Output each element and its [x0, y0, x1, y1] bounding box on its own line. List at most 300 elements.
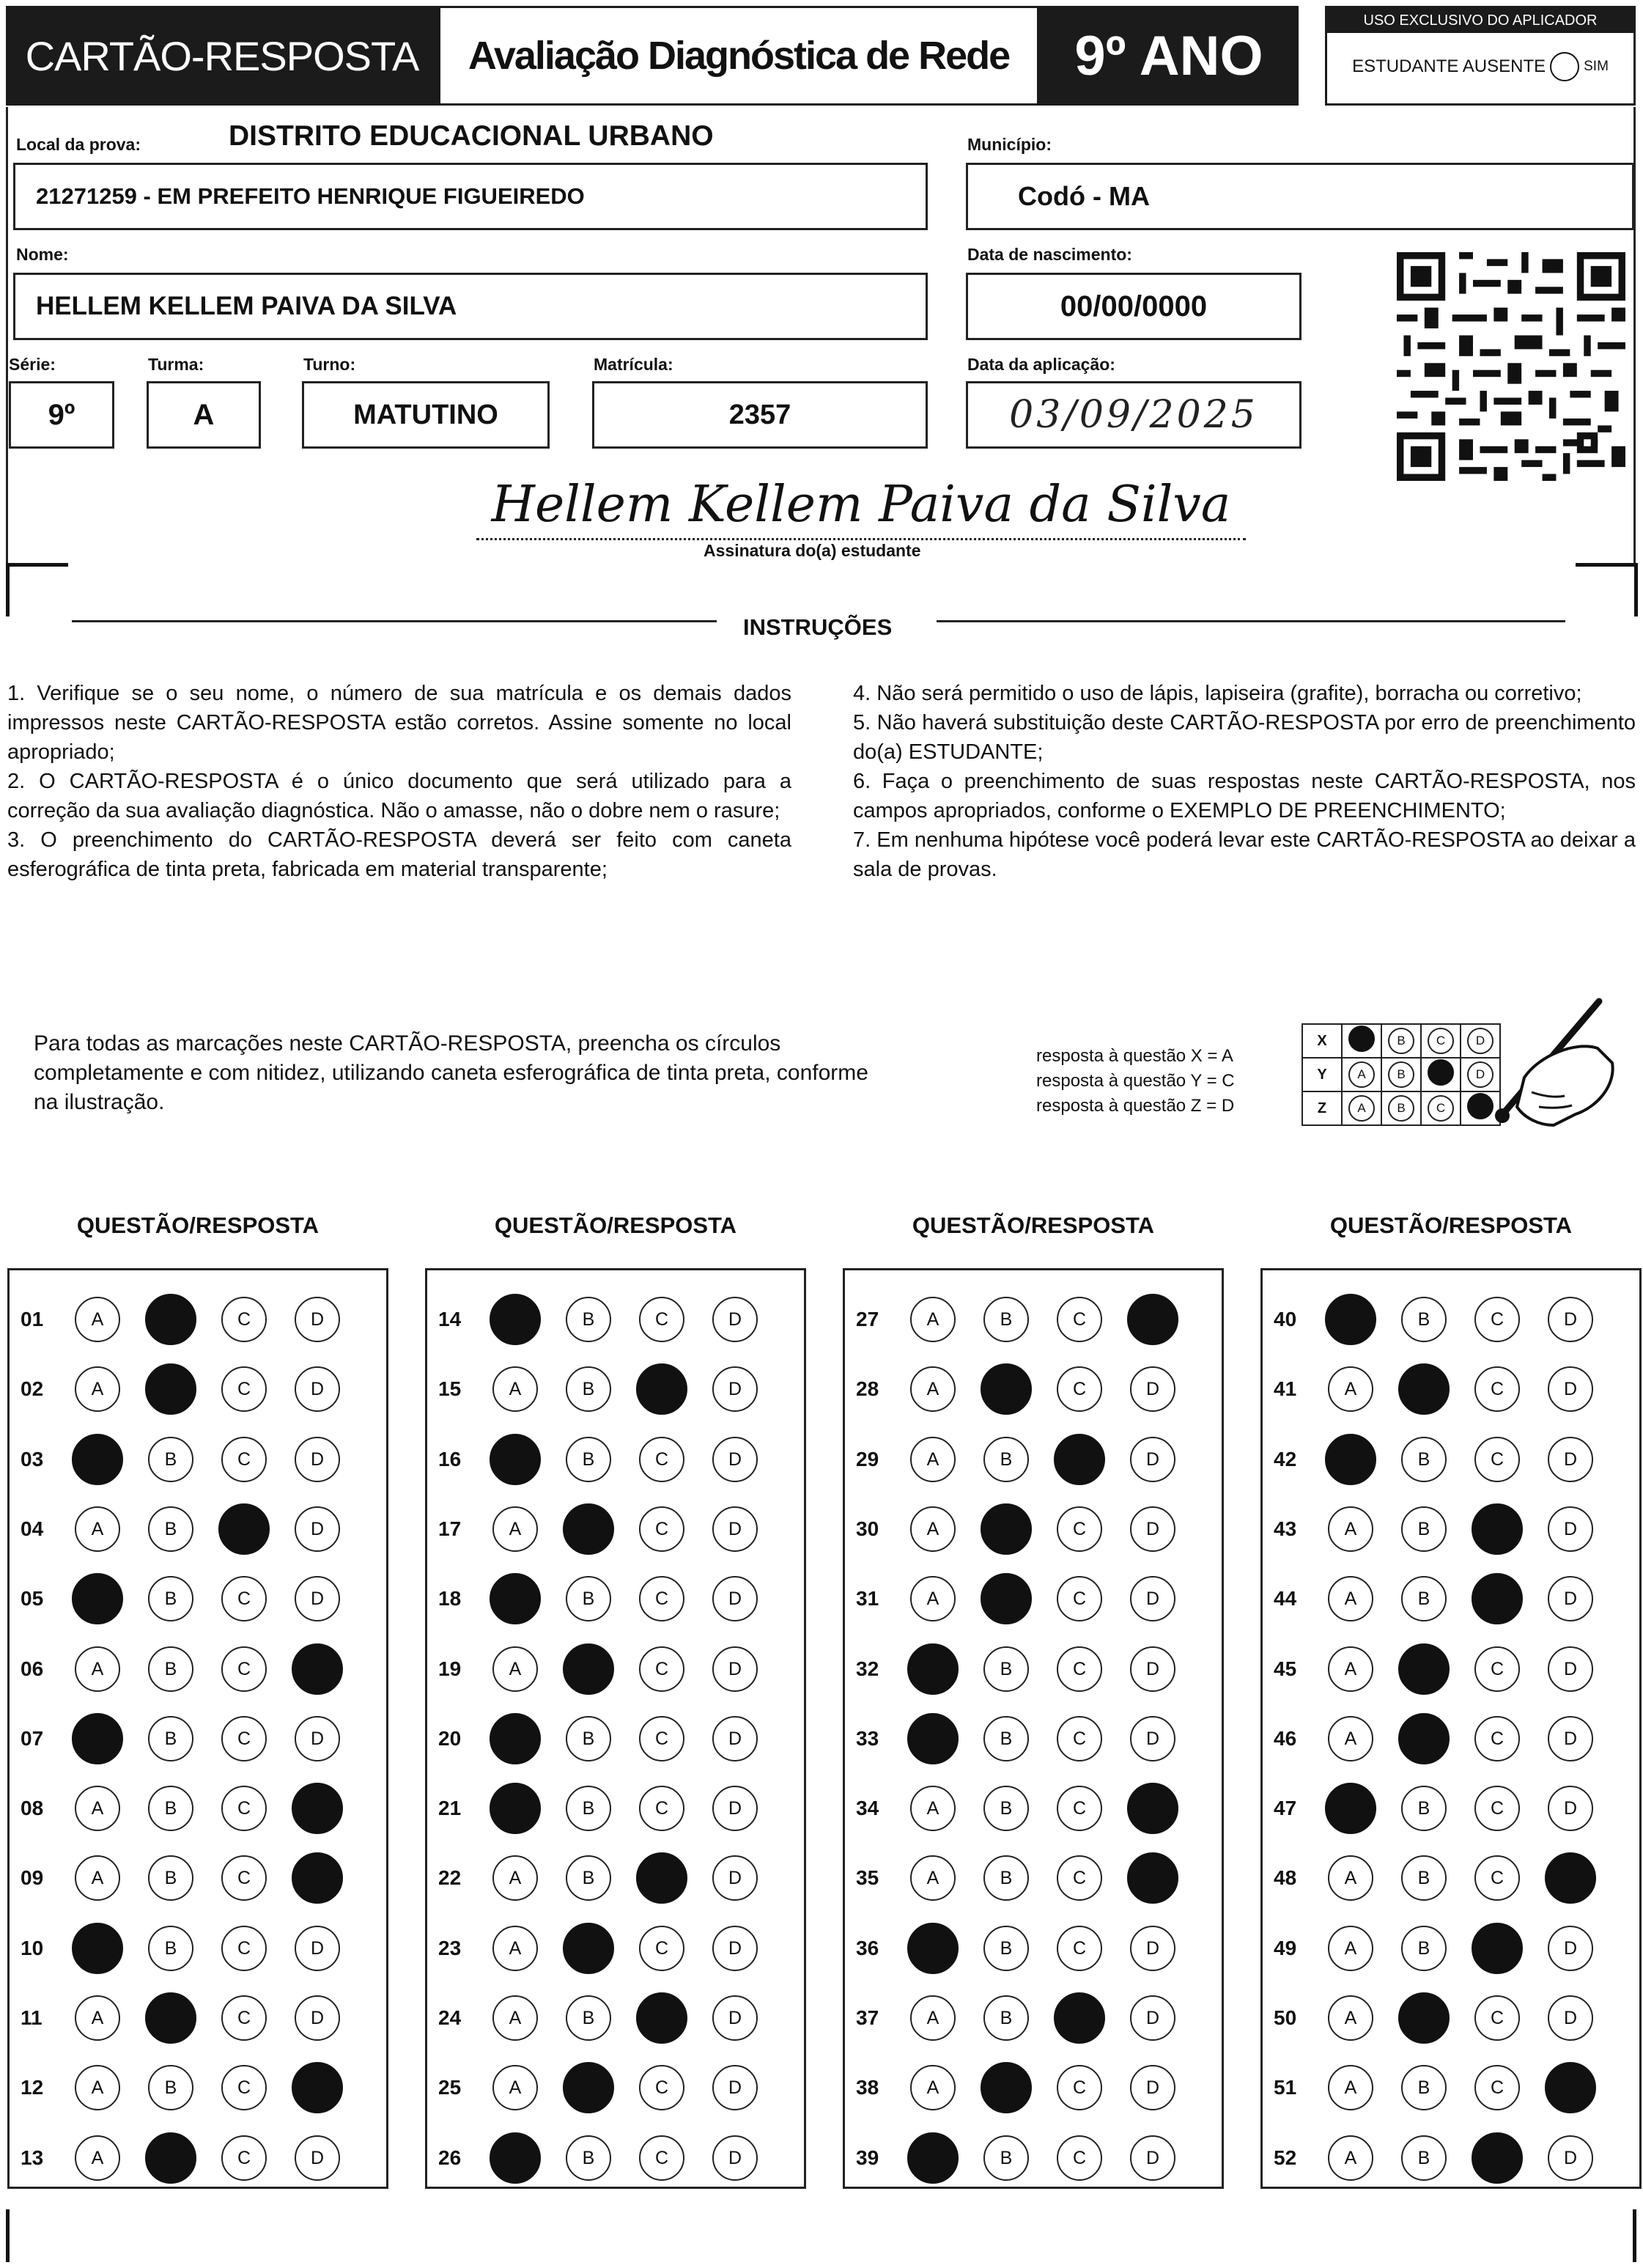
answer-option-label: D [310, 1308, 325, 1330]
answer-bubble[interactable] [983, 2135, 1029, 2181]
answer-bubble-filled[interactable] [563, 1503, 614, 1555]
answer-bubble[interactable] [221, 2135, 267, 2181]
answer-option-label: C [1490, 2007, 1504, 2028]
answer-bubble[interactable] [712, 1506, 758, 1552]
example-row [1302, 1091, 1500, 1125]
question-row [425, 1647, 786, 1691]
question-number: 34 [856, 1797, 879, 1819]
answer-option-label: D [310, 1728, 325, 1749]
answer-bubble[interactable] [1548, 1716, 1593, 1761]
answer-bubble[interactable] [75, 1995, 120, 2041]
answer-bubble[interactable] [910, 2065, 956, 2110]
answer-bubble-filled[interactable] [1472, 2132, 1523, 2184]
answer-bubble[interactable] [910, 1366, 956, 1412]
answer-bubble[interactable] [1401, 2065, 1447, 2110]
answer-bubble[interactable] [492, 1926, 538, 1971]
answer-option-label: B [582, 1797, 595, 1819]
answer-bubble[interactable] [566, 1995, 611, 2041]
answer-bubble-filled[interactable] [1472, 1503, 1523, 1555]
exam-title: Avaliação Diagnóstica de Rede [468, 34, 1010, 78]
answer-bubble[interactable] [639, 1506, 684, 1552]
answer-bubble-filled[interactable] [1054, 1434, 1105, 1485]
answer-bubble[interactable] [983, 1646, 1029, 1692]
question-number: 35 [856, 1866, 879, 1889]
local-value: 21271259 - EM PREFEITO HENRIQUE FIGUEIREDO [36, 183, 585, 209]
answer-option-label: C [237, 1937, 251, 1959]
answer-option-label: D [310, 2147, 325, 2168]
question-number: 29 [856, 1448, 879, 1470]
answer-bubble[interactable] [712, 1855, 758, 1901]
answer-option-label: A [1344, 2077, 1357, 2098]
answer-bubble[interactable] [492, 1646, 538, 1692]
answer-bubble[interactable] [639, 2065, 684, 2110]
answer-bubble[interactable] [1474, 1716, 1520, 1761]
answer-bubble-filled[interactable] [1398, 1363, 1450, 1415]
answer-bubble[interactable] [221, 1786, 267, 1831]
answer-bubble[interactable] [910, 1786, 956, 1831]
answer-bubble[interactable] [1130, 1926, 1175, 1971]
answer-bubble[interactable] [75, 1506, 120, 1552]
answer-bubble[interactable] [1548, 1437, 1593, 1482]
answer-option-label: C [237, 1448, 251, 1470]
answer-bubble[interactable] [910, 1437, 956, 1482]
answer-bubble-filled[interactable] [636, 1992, 687, 2044]
answer-bubble[interactable] [221, 1646, 267, 1692]
question-number: 45 [1274, 1657, 1297, 1680]
answer-bubble[interactable] [983, 1716, 1029, 1761]
question-number: 31 [856, 1587, 879, 1610]
answer-bubble[interactable] [1328, 1716, 1373, 1761]
answer-bubble[interactable] [712, 1926, 758, 1971]
answer-bubble[interactable] [221, 1995, 267, 2041]
answer-option-label: B [164, 1588, 177, 1609]
answer-bubble[interactable] [639, 1437, 684, 1482]
answer-bubble[interactable] [1548, 2135, 1593, 2181]
answer-bubble[interactable] [1401, 1926, 1447, 1971]
answer-option-label: D [728, 1867, 742, 1888]
answer-option-label: D [1145, 1728, 1160, 1749]
answer-bubble[interactable] [639, 1786, 684, 1831]
answer-option-label: C [1072, 1518, 1087, 1539]
answer-bubble[interactable] [1328, 1366, 1373, 1412]
answer-bubble[interactable] [983, 1786, 1029, 1831]
answer-bubble[interactable] [712, 1366, 758, 1412]
answer-bubble[interactable] [1130, 1366, 1175, 1412]
answer-bubble-filled[interactable] [1545, 2062, 1596, 2113]
question-row [843, 1996, 1203, 2040]
answer-option-label: D [310, 1448, 325, 1470]
answer-bubble[interactable] [1130, 1576, 1175, 1621]
answer-bubble[interactable] [1057, 1506, 1102, 1552]
answer-bubble-filled[interactable] [1054, 1992, 1105, 2044]
answer-bubble-filled[interactable] [145, 2132, 196, 2184]
answer-bubble[interactable] [983, 1995, 1029, 2041]
example-cell [1381, 1024, 1421, 1058]
answer-bubble[interactable] [1474, 1437, 1520, 1482]
answer-bubble[interactable] [295, 1366, 340, 1412]
answer-bubble-filled[interactable] [981, 2062, 1032, 2113]
answer-bubble[interactable] [910, 1576, 956, 1621]
answer-bubble[interactable] [1401, 1576, 1447, 1621]
answer-bubble[interactable] [295, 1506, 340, 1552]
answer-bubble[interactable] [75, 1646, 120, 1692]
question-row [1260, 1577, 1621, 1621]
answer-bubble-filled[interactable] [907, 1643, 959, 1695]
answer-bubble[interactable] [983, 1437, 1029, 1482]
question-number: 49 [1274, 1937, 1297, 1959]
answer-bubble[interactable] [1548, 1786, 1593, 1831]
answer-bubble[interactable] [148, 2065, 193, 2110]
answer-bubble-filled[interactable] [563, 2062, 614, 2113]
answer-option-label: B [164, 1658, 177, 1679]
answer-bubble[interactable] [1130, 1437, 1175, 1482]
example-question-label: Z [1302, 1091, 1342, 1125]
answer-bubble-filled[interactable] [981, 1363, 1032, 1415]
answer-bubble[interactable] [221, 1576, 267, 1621]
answer-bubble[interactable] [221, 1855, 267, 1901]
question-number: 41 [1274, 1377, 1297, 1400]
answer-bubble-filled[interactable] [1127, 1294, 1178, 1345]
answer-bubble[interactable] [1057, 1646, 1102, 1692]
answer-bubble-filled[interactable] [72, 1923, 123, 1974]
answer-bubble[interactable] [1474, 1297, 1520, 1342]
answer-bubble[interactable] [221, 1437, 267, 1482]
question-row [843, 1717, 1203, 1761]
answer-bubble[interactable] [221, 2065, 267, 2110]
answer-bubble[interactable] [910, 1995, 956, 2041]
answer-option-label: D [1145, 1937, 1160, 1959]
answer-bubble[interactable] [1057, 2065, 1102, 2110]
answer-bubble-filled[interactable] [72, 1573, 123, 1624]
answer-bubble[interactable] [295, 2135, 340, 2181]
answer-bubble[interactable] [566, 1366, 611, 1412]
answer-bubble[interactable] [1401, 1786, 1447, 1831]
answer-bubble[interactable] [1548, 1297, 1593, 1342]
qr-code [1397, 252, 1625, 481]
question-row [425, 2136, 786, 2180]
question-row [843, 1507, 1203, 1551]
answer-bubble[interactable] [1401, 2135, 1447, 2181]
answer-bubble[interactable] [639, 2135, 684, 2181]
serie-field [9, 381, 114, 449]
answer-bubble[interactable] [148, 1646, 193, 1692]
answer-option-label: C [1072, 1728, 1087, 1749]
grade-label: 9º ANO [1074, 24, 1263, 87]
answer-bubble[interactable] [75, 1786, 120, 1831]
answer-bubble[interactable] [1130, 2135, 1175, 2181]
answer-bubble[interactable] [221, 1297, 267, 1342]
answer-bubble[interactable] [492, 1366, 538, 1412]
question-number: 47 [1274, 1797, 1297, 1819]
answer-bubble[interactable] [1057, 1855, 1102, 1901]
answer-bubble-filled[interactable] [981, 1573, 1032, 1624]
answer-bubble[interactable] [712, 1646, 758, 1692]
answer-bubble-filled[interactable] [490, 1294, 541, 1345]
answer-bubble[interactable] [1474, 1366, 1520, 1412]
answer-bubble-filled[interactable] [490, 1783, 541, 1834]
answer-bubble[interactable] [1401, 1437, 1447, 1482]
answer-bubble[interactable] [983, 1855, 1029, 1901]
answer-bubble[interactable] [148, 1926, 193, 1971]
answer-bubble-filled[interactable] [490, 1434, 541, 1485]
answer-bubble-filled[interactable] [563, 1643, 614, 1695]
answer-bubble-filled[interactable] [218, 1503, 270, 1555]
answer-bubble-filled[interactable] [490, 2132, 541, 2184]
answer-bubble[interactable] [1328, 1576, 1373, 1621]
answer-bubble[interactable] [492, 1506, 538, 1552]
answer-bubble[interactable] [1057, 1366, 1102, 1412]
question-number: 16 [438, 1448, 462, 1470]
answer-bubble[interactable] [910, 1506, 956, 1552]
answer-bubble[interactable] [639, 1926, 684, 1971]
answer-bubble[interactable] [75, 1855, 120, 1901]
answer-bubble[interactable] [639, 1297, 684, 1342]
answer-option-label: A [926, 1378, 939, 1399]
answer-bubble[interactable] [1548, 1366, 1593, 1412]
answer-bubble-filled[interactable] [1325, 1434, 1376, 1485]
example-legend [1036, 1044, 1235, 1119]
answer-bubble-filled[interactable] [145, 1294, 196, 1345]
answer-bubble[interactable] [1474, 1646, 1520, 1692]
answer-bubble[interactable] [1328, 1646, 1373, 1692]
answer-bubble[interactable] [983, 1926, 1029, 1971]
answer-bubble-filled[interactable] [1127, 1783, 1178, 1834]
answer-bubble[interactable] [75, 1297, 120, 1342]
answer-bubble[interactable] [1328, 2065, 1373, 2110]
answer-bubble[interactable] [566, 1855, 611, 1901]
answer-option-label: A [91, 1867, 104, 1888]
answer-bubble[interactable] [1130, 2065, 1175, 2110]
answer-option-label: D [1145, 1448, 1160, 1470]
answer-bubble-filled[interactable] [1398, 1713, 1450, 1764]
answer-bubble[interactable] [295, 1716, 340, 1761]
answer-bubble[interactable] [1401, 1297, 1447, 1342]
answer-bubble[interactable] [1548, 1926, 1593, 1971]
answer-option-label: D [1563, 1937, 1578, 1959]
question-number: 10 [21, 1937, 44, 1959]
answer-bubble[interactable] [639, 1716, 684, 1761]
answer-bubble[interactable] [148, 1716, 193, 1761]
question-row [7, 2136, 368, 2180]
answer-bubble[interactable] [712, 2065, 758, 2110]
answer-option-label: D [1563, 1728, 1578, 1749]
answer-bubble[interactable] [75, 1366, 120, 1412]
answer-bubble[interactable] [712, 1716, 758, 1761]
answer-bubble[interactable] [295, 1995, 340, 2041]
answer-bubble[interactable] [1548, 1995, 1593, 2041]
question-number: 06 [21, 1657, 44, 1680]
answer-bubble-filled[interactable] [636, 1363, 687, 1415]
answer-bubble-filled[interactable] [1325, 1294, 1376, 1345]
answer-option-label: B [164, 1518, 177, 1539]
answer-option-label: C [1072, 1658, 1087, 1679]
question-column-header: QUESTÃO/RESPOSTA [912, 1212, 1155, 1238]
answer-bubble[interactable] [492, 2065, 538, 2110]
answer-bubble[interactable] [566, 1576, 611, 1621]
answer-bubble[interactable] [1130, 1506, 1175, 1552]
answer-bubble[interactable] [492, 1995, 538, 2041]
answer-bubble[interactable] [566, 1716, 611, 1761]
answer-bubble[interactable] [983, 1297, 1029, 1342]
answer-bubble[interactable] [1548, 1506, 1593, 1552]
question-number: 03 [21, 1448, 44, 1470]
answer-bubble-filled[interactable] [907, 1713, 959, 1764]
signature-label: Assinatura do(a) estudante [704, 541, 921, 560]
question-row [425, 1786, 786, 1830]
answer-bubble[interactable] [712, 1437, 758, 1482]
answer-bubble[interactable] [1057, 1926, 1102, 1971]
answer-option-label: B [164, 1448, 177, 1470]
answer-bubble[interactable] [1401, 1855, 1447, 1901]
applicator-box [1325, 6, 1636, 106]
example-grid [1302, 1023, 1501, 1126]
answer-bubble[interactable] [148, 1786, 193, 1831]
example-bubble-filled [1348, 1026, 1375, 1052]
answer-bubble[interactable] [712, 2135, 758, 2181]
answer-bubble-filled[interactable] [1127, 1852, 1178, 1904]
answer-bubble[interactable] [1328, 1926, 1373, 1971]
turma-value: A [193, 398, 215, 431]
answer-bubble-filled[interactable] [1472, 1923, 1523, 1974]
answer-bubble[interactable] [148, 1506, 193, 1552]
question-number: 19 [438, 1657, 462, 1680]
answer-bubble-filled[interactable] [72, 1434, 123, 1485]
answer-bubble[interactable] [1130, 1716, 1175, 1761]
answer-option-label: A [1344, 1867, 1357, 1888]
answer-bubble-filled[interactable] [907, 1923, 959, 1974]
answer-bubble[interactable] [910, 1297, 956, 1342]
answer-bubble[interactable] [295, 1926, 340, 1971]
question-number: 01 [21, 1308, 44, 1330]
answer-bubble[interactable] [566, 2135, 611, 2181]
answer-option-label: B [1000, 1448, 1013, 1470]
question-row [425, 1717, 786, 1761]
answer-bubble-filled[interactable] [1398, 1992, 1450, 2044]
answer-bubble[interactable] [1401, 1506, 1447, 1552]
nascimento-label: Data de nascimento: [967, 245, 1132, 264]
answer-bubble[interactable] [712, 1576, 758, 1621]
example-bubble: D [1467, 1028, 1494, 1054]
answer-bubble[interactable] [492, 1855, 538, 1901]
signature-text: Hellem Kellem Paiva da Silva [491, 476, 1231, 534]
answer-bubble-filled[interactable] [563, 1923, 614, 1974]
answer-bubble-filled[interactable] [72, 1713, 123, 1764]
instruction-item: 3. O preenchimento do CARTÃO-RESPOSTA deverá ser feito com caneta esferográfica de tinta preta, fabricada em material transparente; [7, 828, 791, 881]
answer-bubble[interactable] [1474, 1855, 1520, 1901]
answer-bubble[interactable] [1057, 1297, 1102, 1342]
answer-bubble[interactable] [1057, 2135, 1102, 2181]
answer-bubble[interactable] [148, 1576, 193, 1621]
answer-bubble[interactable] [712, 1995, 758, 2041]
answer-bubble[interactable] [75, 2065, 120, 2110]
answer-option-label: D [1563, 1518, 1578, 1539]
question-number: 25 [438, 2076, 462, 2099]
answer-bubble[interactable] [221, 1926, 267, 1971]
answer-bubble-filled[interactable] [636, 1852, 687, 1904]
answer-bubble-filled[interactable] [1325, 1783, 1376, 1834]
answer-bubble[interactable] [295, 1297, 340, 1342]
answer-bubble[interactable] [221, 1716, 267, 1761]
question-number: 36 [856, 1937, 879, 1959]
answer-option-label: D [1563, 1448, 1578, 1470]
answer-bubble[interactable] [566, 1437, 611, 1482]
example-legend-item: resposta à questão Z = D [1036, 1096, 1235, 1116]
answer-bubble[interactable] [1328, 1506, 1373, 1552]
answer-bubble-filled[interactable] [490, 1573, 541, 1624]
answer-bubble[interactable] [1328, 2135, 1373, 2181]
answer-bubble[interactable] [1328, 1995, 1373, 2041]
answer-bubble-filled[interactable] [1545, 1852, 1596, 1904]
answer-bubble-filled[interactable] [981, 1503, 1032, 1555]
matricula-field [592, 381, 928, 449]
answer-bubble-filled[interactable] [292, 1643, 343, 1695]
answer-bubble[interactable] [1548, 1646, 1593, 1692]
answer-bubble[interactable] [1474, 2065, 1520, 2110]
answer-bubble[interactable] [1328, 1855, 1373, 1901]
answer-option-label: D [1145, 1378, 1160, 1399]
answer-bubble[interactable] [221, 1366, 267, 1412]
answer-bubble-filled[interactable] [490, 1713, 541, 1764]
answer-bubble[interactable] [295, 1576, 340, 1621]
answer-bubble[interactable] [1057, 1576, 1102, 1621]
answer-bubble[interactable] [75, 2135, 120, 2181]
absent-option: SIM [1584, 59, 1609, 74]
answer-option-label: B [582, 1378, 595, 1399]
answer-bubble[interactable] [148, 1437, 193, 1482]
answer-bubble[interactable] [1130, 1646, 1175, 1692]
answer-bubble-filled[interactable] [292, 2062, 343, 2113]
answer-bubble[interactable] [1130, 1995, 1175, 2041]
answer-bubble[interactable] [1057, 1716, 1102, 1761]
question-row [1260, 1926, 1621, 1970]
question-row [1260, 1507, 1621, 1551]
turno-value: MATUTINO [353, 399, 498, 430]
answer-bubble-filled[interactable] [1472, 1573, 1523, 1624]
answer-bubble-filled[interactable] [145, 1363, 196, 1415]
example-cell [1421, 1024, 1461, 1058]
answer-bubble[interactable] [1474, 1995, 1520, 2041]
answer-option-label: B [164, 2077, 177, 2098]
answer-bubble-filled[interactable] [1398, 1643, 1450, 1695]
answer-bubble[interactable] [148, 1855, 193, 1901]
answer-bubble-filled[interactable] [145, 1992, 196, 2044]
answer-option-label: D [1563, 1308, 1578, 1330]
instructions-title: INSTRUÇÕES [743, 614, 893, 640]
answer-option-label: B [164, 1937, 177, 1959]
answer-bubble[interactable] [566, 1297, 611, 1342]
question-row [425, 1926, 786, 1970]
answer-bubble[interactable] [639, 1646, 684, 1692]
answer-bubble-filled[interactable] [292, 1783, 343, 1834]
answer-bubble[interactable] [1548, 1576, 1593, 1621]
answer-option-label: D [728, 2007, 742, 2028]
answer-bubble[interactable] [712, 1297, 758, 1342]
answer-bubble-filled[interactable] [907, 2132, 959, 2184]
answer-bubble[interactable] [639, 1576, 684, 1621]
absent-checkbox[interactable] [1550, 52, 1579, 81]
answer-bubble[interactable] [712, 1786, 758, 1831]
answer-bubble[interactable] [910, 1855, 956, 1901]
question-row [7, 1856, 368, 1900]
answer-bubble[interactable] [566, 1786, 611, 1831]
answer-bubble[interactable] [1474, 1786, 1520, 1831]
answer-bubble[interactable] [295, 1437, 340, 1482]
example-row [1302, 1058, 1500, 1091]
turma-field [147, 381, 261, 449]
answer-bubble-filled[interactable] [292, 1852, 343, 1904]
question-row [843, 1856, 1203, 1900]
answer-bubble[interactable] [1057, 1786, 1102, 1831]
